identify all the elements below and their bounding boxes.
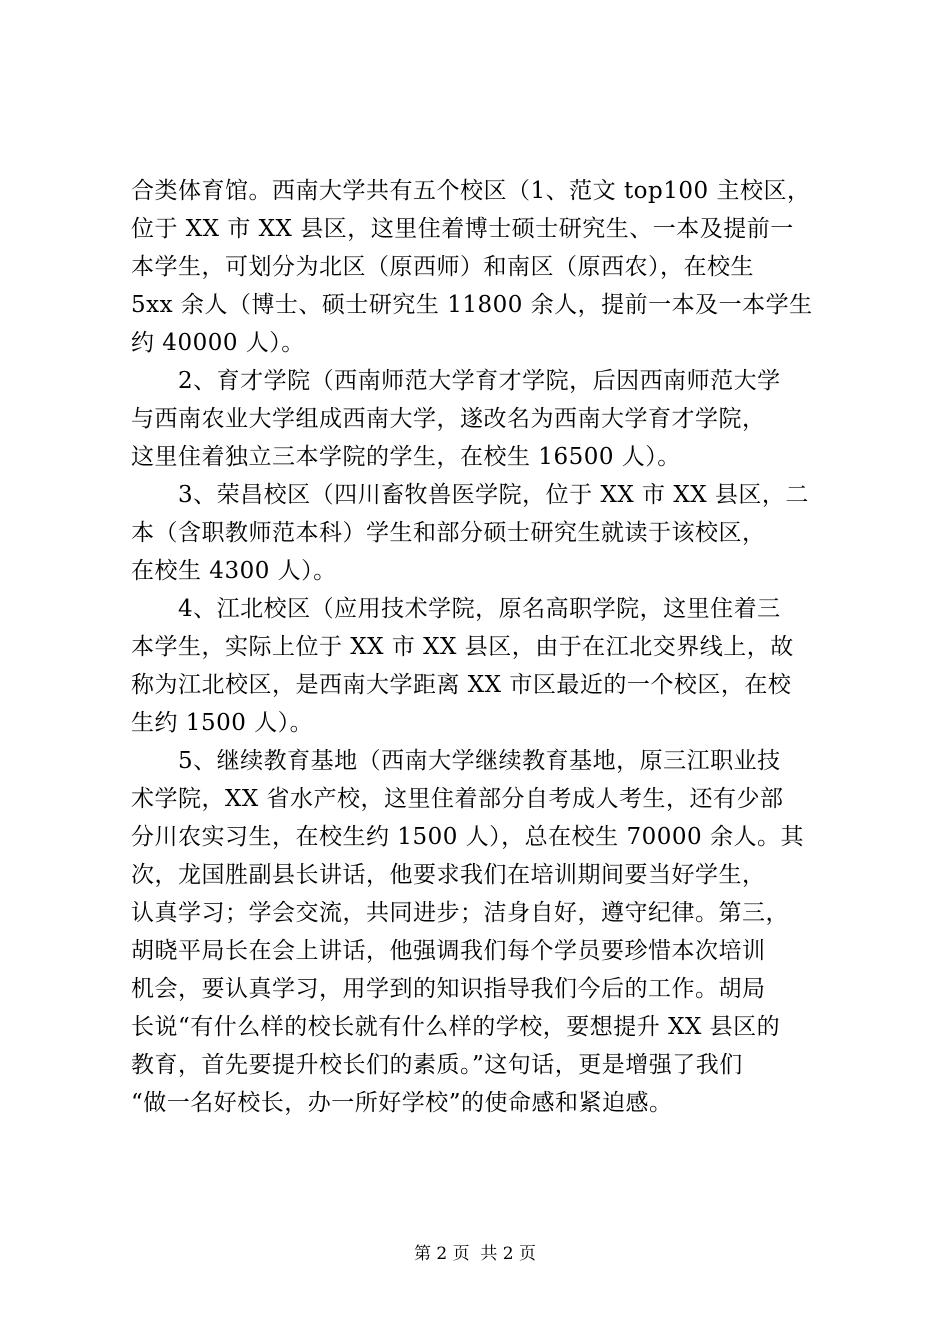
text-line: 4、江北校区（应用技术学院，原名高职学院，这里住着三 bbox=[131, 596, 781, 622]
text-line: 称为江北校区，是西南大学距离 XX 市区最近的一个校区，在校 bbox=[131, 672, 792, 698]
text-line: 胡晓平局长在会上讲话，他强调我们每个学员要珍惜本次培训 bbox=[131, 938, 766, 964]
document-body bbox=[131, 172, 835, 1122]
text-line: 分川农实习生，在校生约 1500 人），总在校生 70000 余人。其 bbox=[131, 824, 804, 850]
text-line: 5、继续教育基地（西南大学继续教育基地，原三江职业技 bbox=[131, 748, 781, 774]
text-line: 机会，要认真学习，用学到的知识指导我们今后的工作。胡局 bbox=[131, 976, 766, 1002]
text-line: 长说“有什么样的校长就有什么样的学校，要想提升 XX 县区的 bbox=[131, 1014, 781, 1040]
text-line: 在校生 4300 人）。 bbox=[131, 558, 337, 584]
text-line: 2、育才学院（西南师范大学育才学院，后因西南师范大学 bbox=[131, 368, 781, 394]
text-line: 本学生，实际上位于 XX 市 XX 县区，由于在江北交界线上，故 bbox=[131, 634, 794, 660]
text-line: 3、荣昌校区（四川畜牧兽医学院，位于 XX 市 XX 县区，二 bbox=[131, 482, 809, 508]
text-line: 位于 XX 市 XX 县区，这里住着博士硕士研究生、一本及提前一 bbox=[131, 216, 794, 242]
text-line: 本学生，可划分为北区（原西师）和南区（原西农），在校生 bbox=[131, 254, 754, 280]
text-line: 次，龙国胜副县长讲话，他要求我们在培训期间要当好学生， bbox=[131, 862, 766, 888]
text-line: 5xx 余人（博士、硕士研究生 11800 余人，提前一本及一本学生 bbox=[131, 292, 813, 318]
page-number-footer: 第 2 页 共 2 页 bbox=[413, 1244, 537, 1264]
text-line: 这里住着独立三本学院的学生，在校生 16500 人）。 bbox=[131, 444, 681, 470]
text-line: “做一名好校长，办一所好学校”的使命感和紧迫感。 bbox=[131, 1090, 673, 1116]
text-line: 教育，首先要提升校长们的素质。”这句话，更是增强了我们 bbox=[131, 1052, 743, 1078]
text-line: 术学院，XX 省水产校，这里住着部分自考成人考生，还有少部 bbox=[131, 786, 784, 812]
text-line: 生约 1500 人）。 bbox=[131, 710, 314, 736]
text-line: 认真学习；学会交流，共同进步；洁身自好，遵守纪律。第三， bbox=[131, 900, 789, 926]
text-line: 约 40000 人）。 bbox=[131, 330, 305, 356]
text-line: 合类体育馆。西南大学共有五个校区（1、范文 top100 主校区， bbox=[131, 178, 811, 204]
text-line: 与西南农业大学组成西南大学，遂改名为西南大学育才学院， bbox=[131, 406, 766, 432]
text-line: 本（含职教师范本科）学生和部分硕士研究生就读于该校区， bbox=[131, 520, 766, 546]
